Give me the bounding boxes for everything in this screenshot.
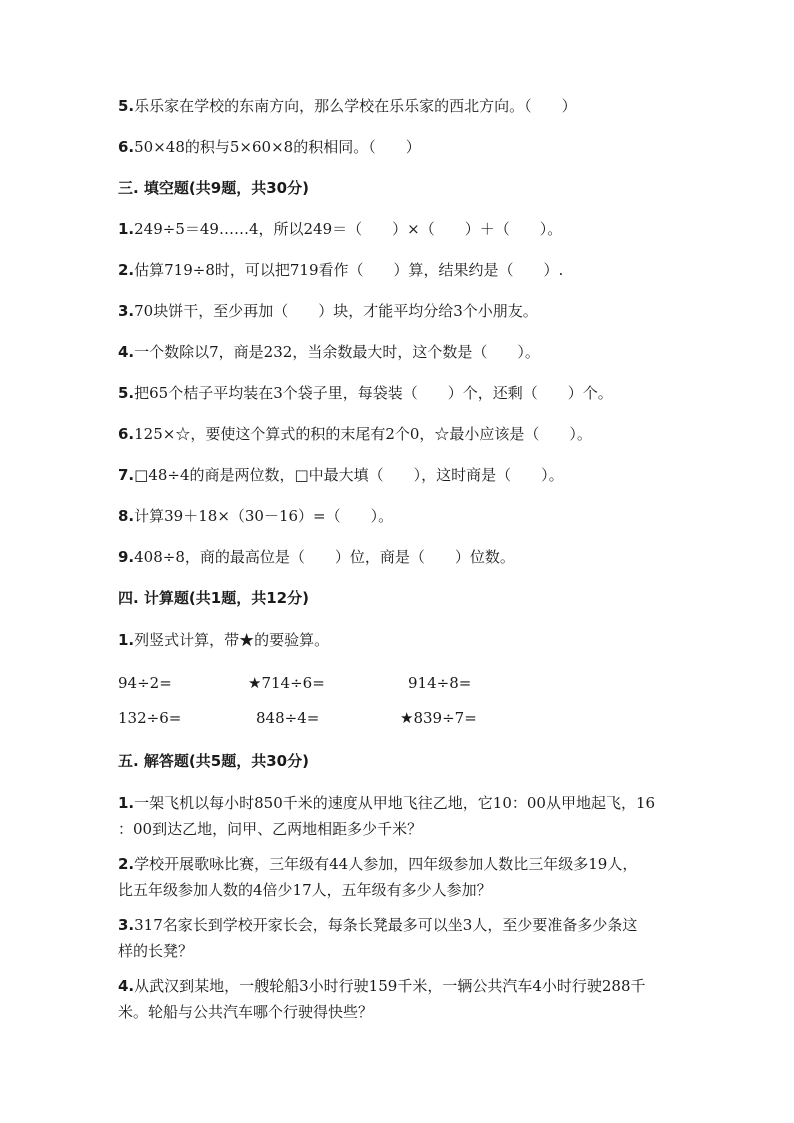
item-number: 9.: [118, 548, 135, 566]
calc-expression: ★839÷7=: [400, 709, 477, 727]
item-text-line1: 一架飞机以每小时850千米的速度从甲地飞往乙地，它10：00从甲地起飞，16: [134, 794, 656, 812]
item-text-line2: 样的长凳？: [118, 942, 194, 960]
item-text: 70块饼干，至少再加（ ）块，才能平均分给3个小朋友。: [134, 302, 538, 320]
calc-expression: 914÷8=: [408, 674, 472, 692]
item-number: 4.: [118, 977, 135, 995]
item-text-line2: 米。轮船与公共汽车哪个行驶得快些？: [118, 1003, 374, 1021]
item-text-line2: 比五年级参加人数的4倍少17人，五年级有多少人参加？: [118, 881, 492, 899]
fill-item-8: [118, 505, 393, 527]
item-text: 一个数除以7，商是232，当余数最大时，这个数是（ ）。: [134, 343, 540, 361]
section-heading-solve: 五. 解答题(共5题，共30分): [118, 752, 309, 770]
item-text: □48÷4的商是两位数，□中最大填（ ），这时商是（ ）。: [134, 466, 564, 484]
item-number: 4.: [118, 343, 135, 361]
item-text: 408÷8，商的最高位是（ ）位，商是（ ）位数。: [134, 548, 515, 566]
item-number: 1.: [118, 794, 135, 812]
item-number: 3.: [118, 302, 135, 320]
item-number: 1.: [118, 220, 135, 238]
item-text-line1: 学校开展歌咏比赛，三年级有44人参加，四年级参加人数比三年级多19人，: [134, 855, 638, 873]
fill-item-2: [118, 259, 563, 281]
item-number: 3.: [118, 916, 135, 934]
judge-item-5: [118, 95, 577, 117]
item-text: 计算39＋18×（30－16）=（ ）。: [134, 507, 394, 525]
item-number: 2.: [118, 261, 135, 279]
judge-item-6: [118, 136, 421, 158]
calc-item-1: [118, 629, 329, 651]
item-text: 125×☆，要使这个算式的积的末尾有2个0，☆最小应该是（ ）。: [134, 425, 592, 443]
fill-item-3: [118, 300, 538, 322]
item-text: 50×48的积与5×60×8的积相同。（ ）: [134, 138, 421, 156]
item-text: 249÷5＝49……4，所以249＝（ ）×（ ）＋（ ）。: [134, 220, 563, 238]
item-text: 把65个桔子平均装在3个袋子里，每袋装（ ）个，还剩（ ）个。: [134, 384, 613, 402]
item-text-line1: 从武汉到某地，一艘轮船3小时行驶159千米，一辆公共汽车4小时行驶288千: [134, 977, 646, 995]
item-text: 估算719÷8时，可以把719看作（ ）算，结果约是（ ）.: [134, 261, 564, 279]
fill-item-5: [118, 382, 613, 404]
item-number: 1.: [118, 631, 135, 649]
solve-item-1: [118, 790, 678, 842]
calc-expression: 94÷2=: [118, 674, 172, 692]
solve-item-2: [118, 851, 678, 903]
calc-expression: 132÷6=: [118, 709, 182, 727]
solve-item-4: [118, 973, 678, 1025]
item-number: 5.: [118, 97, 135, 115]
fill-item-6: [118, 423, 592, 445]
item-number: 6.: [118, 425, 135, 443]
item-text-line2: ：00到达乙地，问甲、乙两地相距多少千米？: [118, 820, 423, 838]
calc-expression: 848÷4=: [256, 709, 320, 727]
fill-item-4: [118, 341, 540, 363]
item-text: 乐乐家在学校的东南方向，那么学校在乐乐家的西北方向。（ ）: [134, 97, 577, 115]
section-heading-calc: 四. 计算题(共1题，共12分): [118, 589, 309, 607]
fill-item-9: [118, 546, 515, 568]
item-number: 6.: [118, 138, 135, 156]
item-text: 列竖式计算，带★的要验算。: [134, 631, 330, 649]
item-number: 2.: [118, 855, 135, 873]
item-number: 5.: [118, 384, 135, 402]
section-heading-fill: 三. 填空题(共9题，共30分): [118, 179, 309, 197]
fill-item-1: [118, 218, 562, 240]
item-number: 7.: [118, 466, 135, 484]
item-text-line1: 317名家长到学校开家长会，每条长凳最多可以坐3人，至少要准备多少条这: [134, 916, 638, 934]
item-number: 8.: [118, 507, 135, 525]
calc-expression: ★714÷6=: [248, 674, 325, 692]
fill-item-7: [118, 464, 564, 486]
solve-item-3: [118, 912, 678, 964]
